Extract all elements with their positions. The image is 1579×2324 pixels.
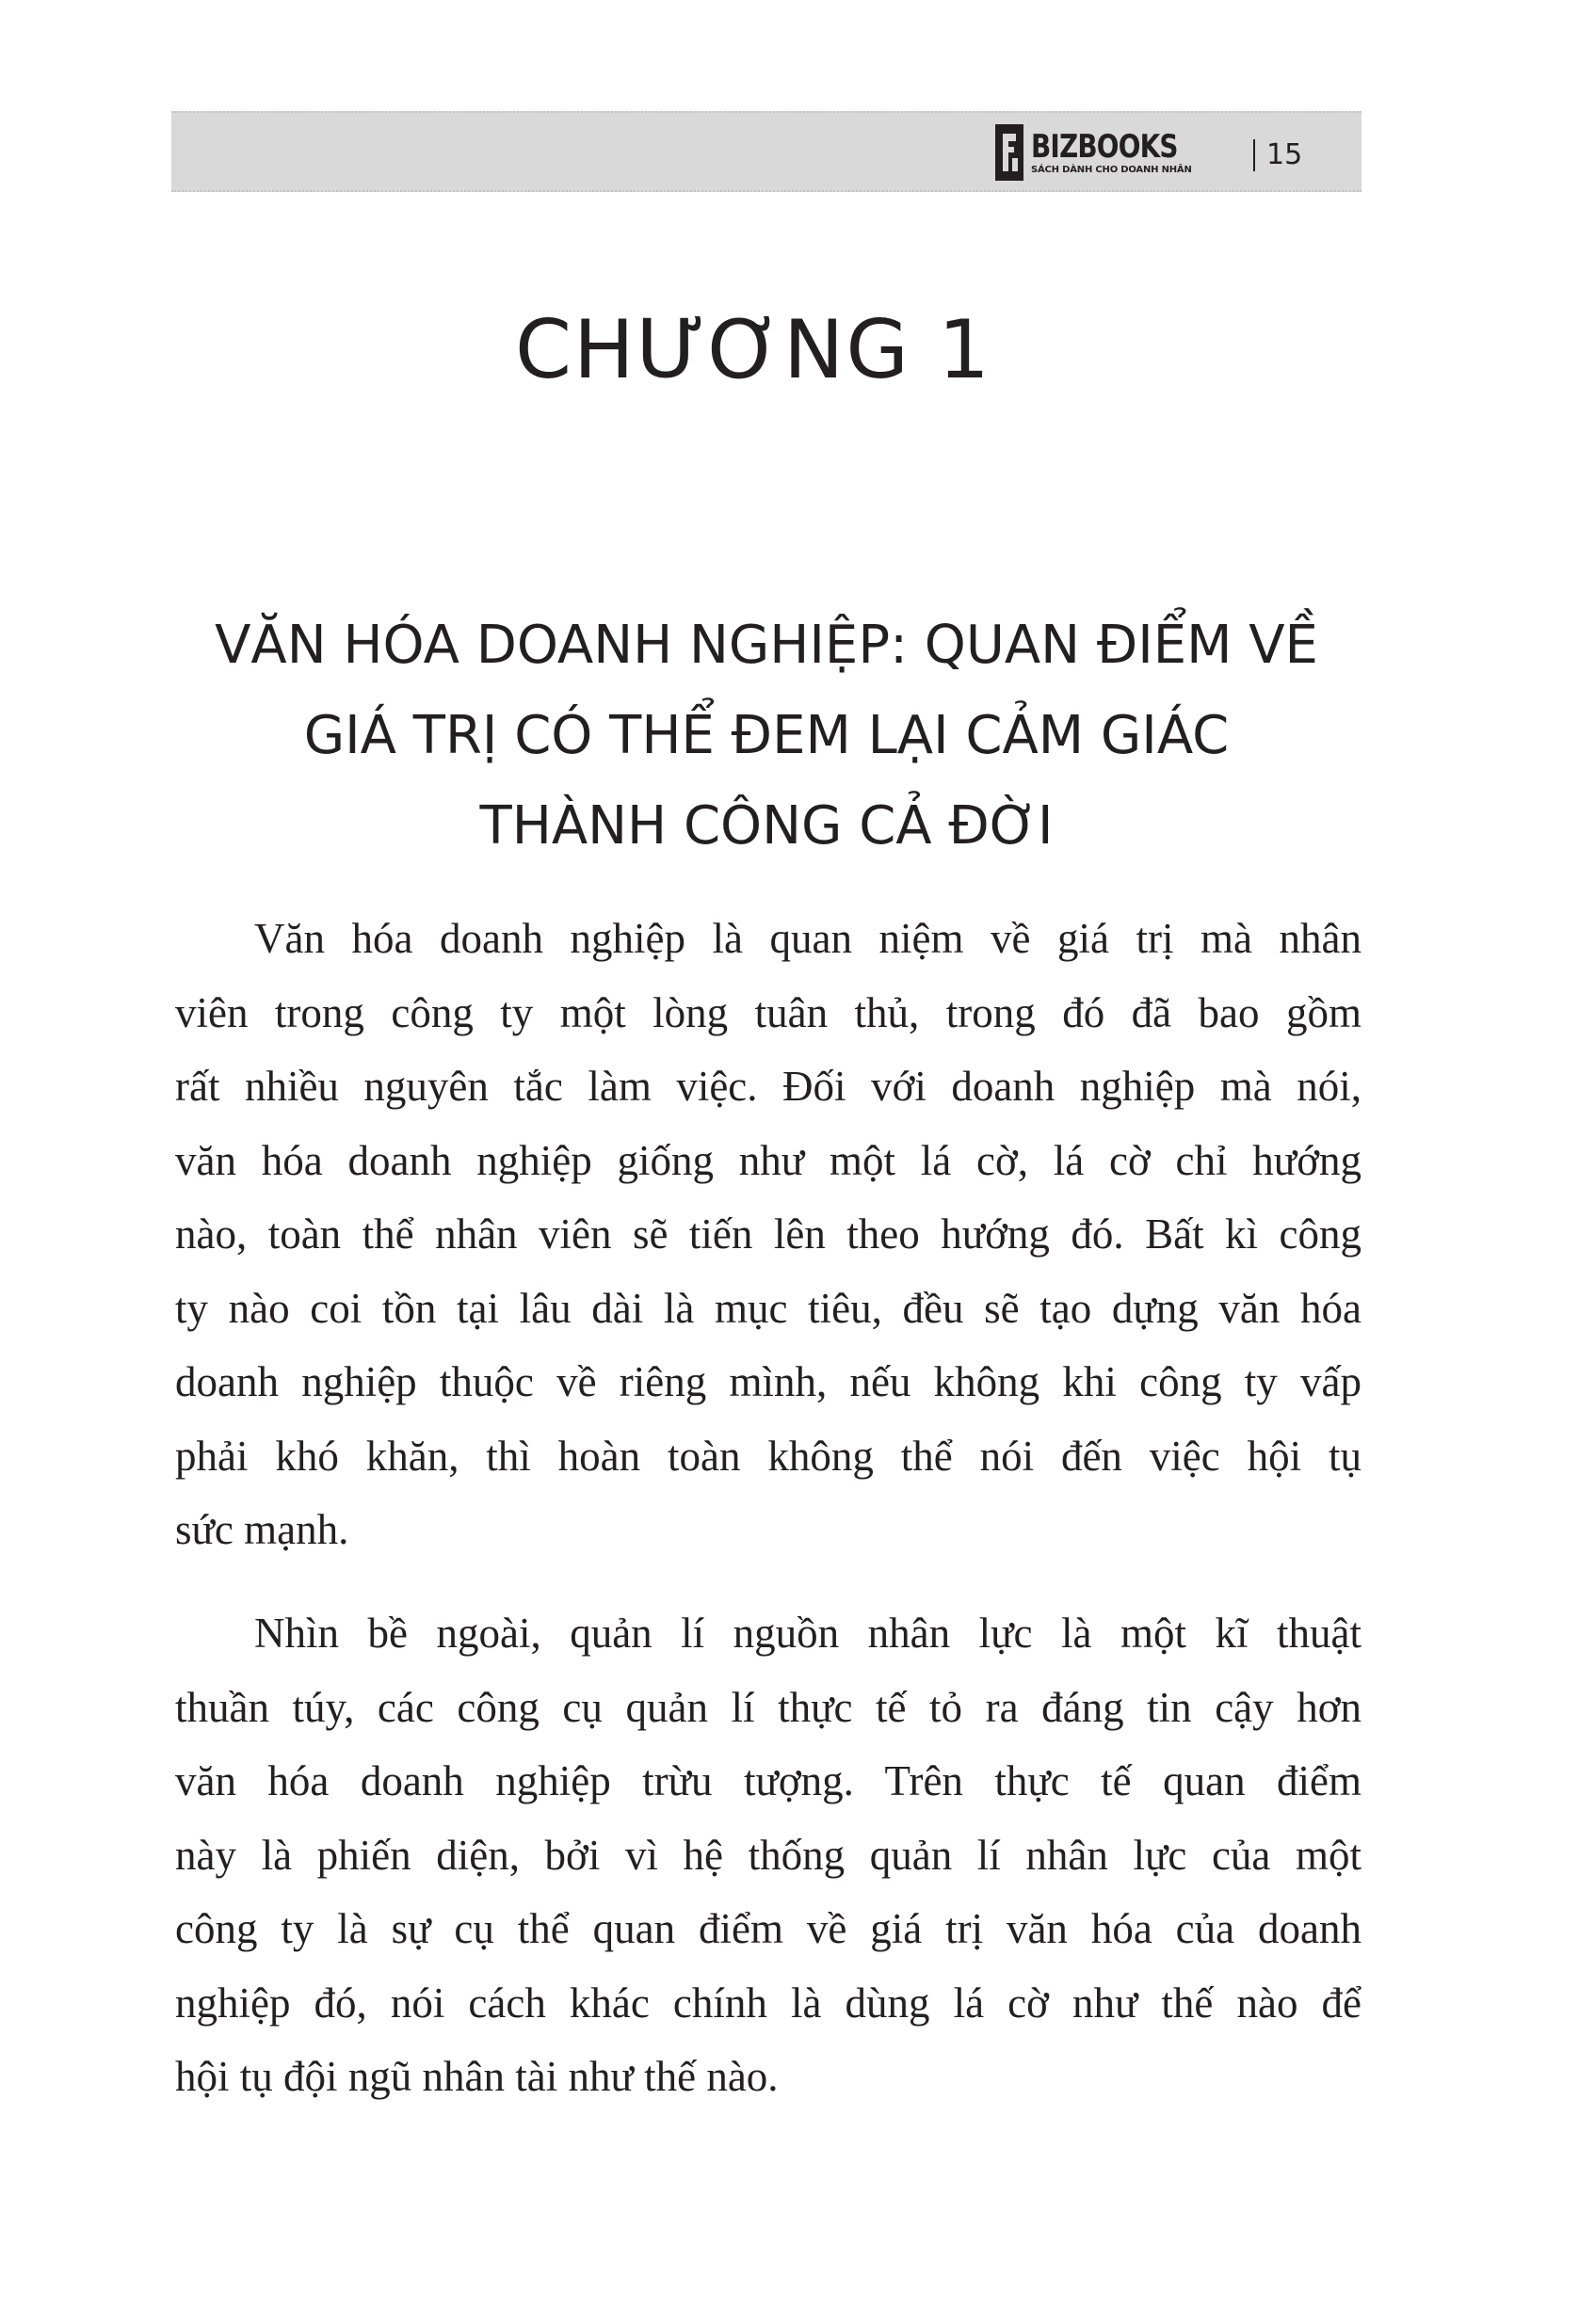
page-number-separator xyxy=(1253,139,1255,171)
section-title-line: THÀNH CÔNG CẢ ĐỜI xyxy=(479,795,1054,857)
section-title-line: GIÁ TRỊ CÓ THỂ ĐEM LẠI CẢM GIÁC xyxy=(303,705,1230,766)
paragraph-line: phải khó khăn, thì hoàn toàn không thể nói đến việc hội tụ xyxy=(175,1432,1361,1480)
paragraph-line: văn hóa doanh nghiệp giống như một lá cờ, lá cờ chỉ hướng xyxy=(175,1136,1361,1184)
logo-name: BIZBOOKS xyxy=(1031,127,1178,166)
logo-tagline: SÁCH DÀNH CHO DOANH NHÂN xyxy=(1031,164,1192,175)
paragraph-line: nào, toàn thể nhân viên sẽ tiến lên theo hướng đó. Bất kì công xyxy=(175,1210,1361,1258)
paragraph-line: công ty là sự cụ thể quan điểm về giá trị văn hóa của doanh xyxy=(175,1905,1361,1952)
paragraph-line: viên trong công ty một lòng tuân thủ, trong đó đã bao gồm xyxy=(175,988,1361,1036)
paragraph-line: nghiệp đó, nói cách khác chính là dùng lá cờ như thế nào để xyxy=(175,1979,1361,2027)
chapter-title: CHƯƠNG 1 xyxy=(514,303,992,397)
paragraph-line: Nhìn bề ngoài, quản lí nguồn nhân lực là một kĩ thuật xyxy=(254,1610,1361,1657)
paragraph-line: này là phiến diện, bởi vì hệ thống quản lí nhân lực của một xyxy=(175,1831,1361,1879)
paragraph-line: văn hóa doanh nghiệp trừu tượng. Trên thực tế quan điểm xyxy=(175,1757,1361,1804)
section-title-line: VĂN HÓA DOANH NGHIỆP: QUAN ĐIỂM VỀ xyxy=(215,615,1318,676)
paragraph-line: ty nào coi tồn tại lâu dài là mục tiêu, đều sẽ tạo dựng văn hóa xyxy=(175,1284,1361,1332)
paragraph-line: doanh nghiệp thuộc về riêng mình, nếu không khi công ty vấp xyxy=(175,1358,1361,1405)
section-title xyxy=(171,601,1361,872)
paragraph-line: hội tụ đội ngũ nhân tài như thế nào. xyxy=(175,2053,779,2100)
paragraph-line: rất nhiều nguyên tắc làm việc. Đối với doanh nghiệp mà nói, xyxy=(175,1063,1361,1110)
bizbooks-logo-icon xyxy=(995,124,1023,181)
paragraph-line: sức mạnh. xyxy=(175,1506,349,1553)
body-paragraph xyxy=(175,902,1361,1567)
body-paragraph xyxy=(175,1596,1361,2114)
paragraph-line: thuần túy, các công cụ quản lí thực tế tỏ ra đáng tin cậy hơn xyxy=(175,1683,1361,1731)
page-number: 15 xyxy=(1266,138,1303,171)
publisher-logo xyxy=(995,122,1210,183)
paragraph-line: Văn hóa doanh nghiệp là quan niệm về giá trị mà nhân xyxy=(254,915,1361,962)
